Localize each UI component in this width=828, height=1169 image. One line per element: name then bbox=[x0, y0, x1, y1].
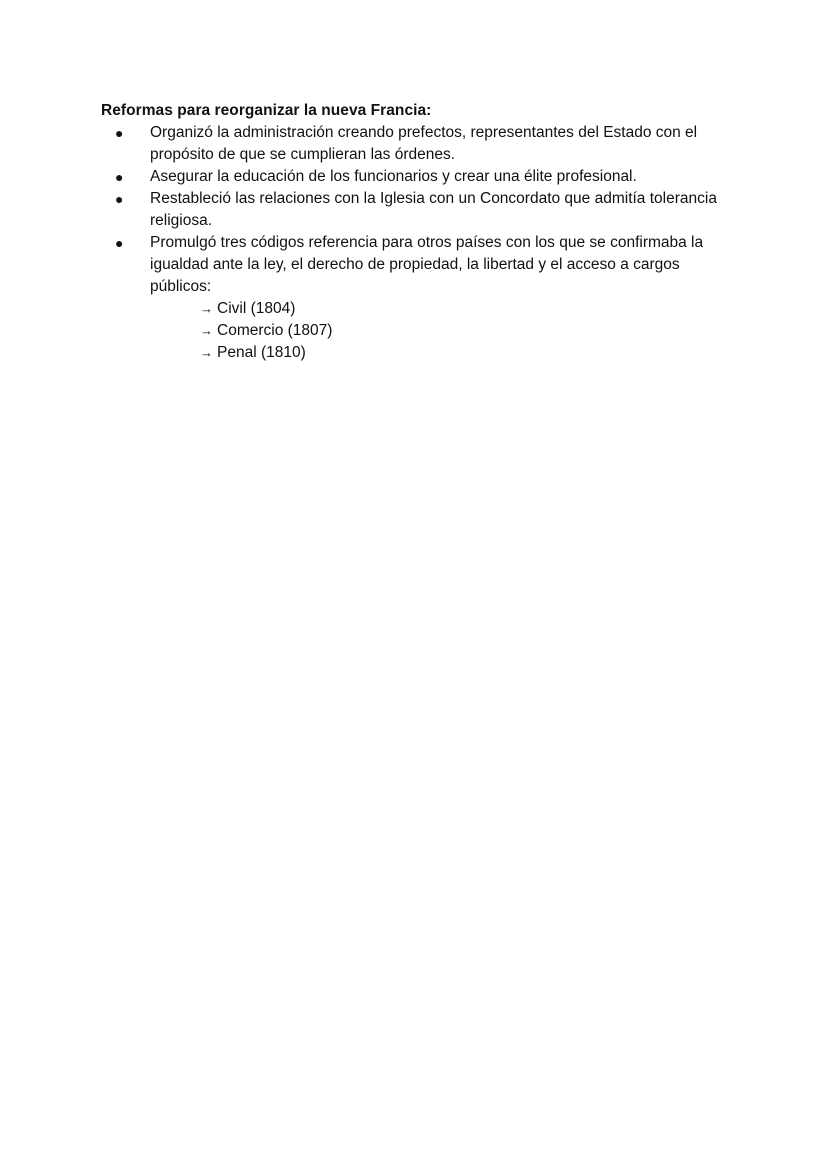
list-item bbox=[101, 188, 741, 232]
sublist-item-text: Comercio (1807) bbox=[217, 322, 333, 339]
bullet-icon: ● bbox=[115, 125, 124, 141]
arrow-right-icon: → bbox=[200, 345, 213, 360]
bullet-icon: ● bbox=[115, 169, 124, 185]
list-item bbox=[101, 232, 741, 364]
arrow-right-icon: → bbox=[200, 301, 213, 316]
section-heading: Reformas para reorganizar la nueva Francia: bbox=[101, 102, 432, 119]
list-item bbox=[101, 122, 741, 166]
bullet-icon: ● bbox=[115, 191, 124, 207]
list-item-text: Organizó la administración creando prefectos, representantes del Estado con el propósito de que se cumplieran las órdenes. bbox=[150, 124, 698, 163]
reforms-list bbox=[101, 122, 741, 364]
list-item-text: Asegurar la educación de los funcionarios y crear una élite profesional. bbox=[150, 168, 637, 185]
arrow-right-icon: → bbox=[200, 323, 213, 338]
sublist-item-text: Penal (1810) bbox=[217, 344, 306, 361]
sublist-item-penal bbox=[200, 342, 741, 364]
list-item-text: Restableció las relaciones con la Iglesia con un Concordato que admitía tolerancia religiosa. bbox=[150, 190, 717, 229]
list-item bbox=[101, 166, 741, 188]
sublist-item-comercio bbox=[200, 320, 741, 342]
codes-sublist bbox=[150, 298, 741, 364]
list-item-text: Promulgó tres códigos referencia para otros países con los que se confirmaba la igualdad ante la ley, el derecho de propiedad, la libertad y el acceso a cargos públicos: bbox=[150, 234, 704, 295]
sublist-item-text: Civil (1804) bbox=[217, 300, 296, 317]
bullet-icon: ● bbox=[115, 235, 124, 251]
sublist-item-civil bbox=[200, 298, 741, 320]
